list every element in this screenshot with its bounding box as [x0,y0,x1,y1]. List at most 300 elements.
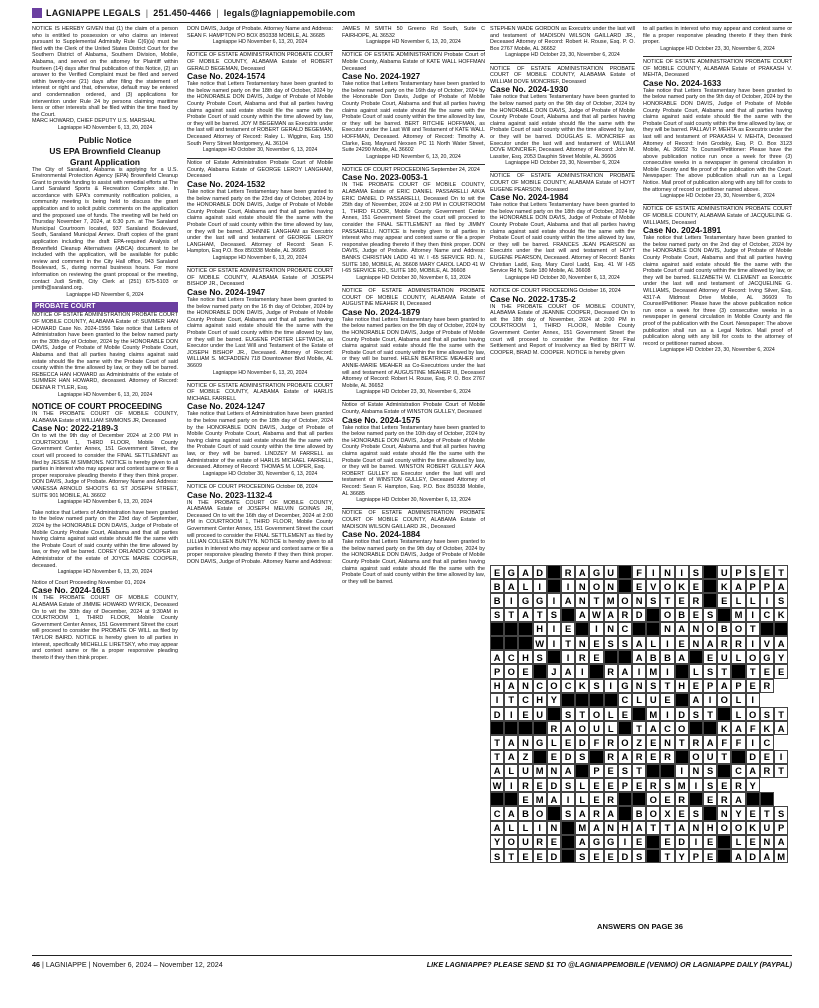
crossword-cell: O [703,622,717,636]
column-5 [643,26,792,561]
crossword-black-cell [675,664,689,678]
crossword-black-cell [547,579,561,593]
crossword-cell: O [660,579,674,593]
crossword-cell: T [589,593,603,607]
crossword-cell: I [703,693,717,707]
crossword-cell: E [518,849,532,863]
crossword-cell: T [646,821,660,835]
crossword-cell: S [589,679,603,693]
answers-note: ANSWERS ON PAGE 36 [597,922,683,931]
crossword-cell: F [589,735,603,749]
column-3 [342,26,485,951]
case-number: Case No. 2024-1879 [342,306,421,317]
crossword-cell: D [746,750,760,764]
crossword-cell: R [604,735,618,749]
notice-text: NOTICE OF ESTATE ADMINISTRATION PROBATE COURT OF MOBILE COUNTY, ALABAMA Estate of HARLIS MICHAEL FARRELL [187,382,333,402]
crossword-black-cell [490,792,504,806]
crossword-cell: S [660,778,674,792]
case-number: Case No. 2024-1984 [490,192,569,203]
crossword-cell: E [518,707,532,721]
notice-text: to all parties in interest who may appear and contest same or file a proper responsive pleading thereto if they then think proper. [643,26,792,46]
crossword-cell: E [604,778,618,792]
crossword-cell: O [589,579,603,593]
crossword-cell: M [646,707,660,721]
crossword-black-cell [632,622,646,636]
crossword-cell: E [746,679,760,693]
crossword-cell: T [504,608,518,622]
crossword-cell: E [660,792,674,806]
crossword-cell: O [746,707,760,721]
crossword-cell: N [717,806,731,820]
crossword-cell: R [589,806,603,820]
crossword-cell: N [547,764,561,778]
case-number: Case No. 2024-1891 [643,225,722,236]
notice-text: Take notice that Letters Testamentary have been granted to the below named party on the 23rd day of October, 2024 by the HONORABLE DON DAVIS, Judge of Probate of Mobile County Probate Court, Alabama and that all parties having claims against said estate should file the same with the Probate Court of said county within the time allowed by law, or they will be barred. JOHNNIE LANGHAM as Executrix under the last will and testament of GEORGE LEROY LANGHAM, Deceased. Attorney of Record: Sean F. Hampton, Esq P.O. Box 850338 Mobile, AL 36685 [187,189,333,255]
publication-dates: Lagniappe HD November 6, 13, 20, 2024 [212,39,308,46]
crossword-cell: E [689,608,703,622]
crossword-cell: A [675,622,689,636]
crossword-cell: E [589,792,603,806]
notice-text: NOTICE IS HEREBY GIVEN that (1) the claim of a person who is entitled to possession or who claims an interest pursuant to Supplemental Admiralty Rule C(6)(a) must be filed with the Clerk of the United States District Court for the Southern District of Alabama, Southern Division, Mobile, Alabama, and served on the attorney for Plaintiff within fourteen (14) days after final publication of this Notice, (2) an answer to the Verified Complaint must be filed and served within twenty-one (21) days after filing the statement of interest or right and that, otherwise, default may be entered and condemnation ordered, and (3) applications for intervention under Rule 24 by persons claiming maritime liens or other interests shall be filed within the time fixed by the Court. [32,26,178,118]
crossword-cell: I [575,664,589,678]
crossword-cell: P [703,679,717,693]
notice-text: NOTICE OF ESTATE ADMINISTRATION PROBATE COURT OF MOBILE COUNTY, ALABAMA Estate of HOYT EUGENE PEARSON, Deceased [490,173,635,193]
crossword-cell: E [547,750,561,764]
crossword-cell: A [547,792,561,806]
crossword-cell: C [561,679,575,693]
crossword-cell: D [547,849,561,863]
crossword-cell: I [561,792,575,806]
crossword-cell: A [675,650,689,664]
crossword-black-cell [646,764,660,778]
email-address[interactable]: legals@lagniappemobile.com [223,8,356,18]
crossword-cell: A [731,849,745,863]
crossword-cell: O [589,707,603,721]
notice-text: NOTICE OF ESTATE ADMINISTRATION PROBATE COURT OF MOBILE COUNTY, ALABAMA Estate of MADISON WILSON GAILLARD JR., Deceased [342,510,485,530]
crossword-cell: P [689,849,703,863]
crossword-cell: N [632,593,646,607]
crossword-black-cell [604,650,618,664]
crossword-cell: G [504,565,518,579]
crossword-black-cell [689,721,703,735]
crossword-cell: O [717,693,731,707]
crossword-cell: S [689,806,703,820]
crossword-cell: Z [518,750,532,764]
notice-text: Take notice that Letters Testamentary have been granted to the below named party on the 9th day of October, 2024 by the HONORABLE DON DAVIS, Judge of Probate of Mobile County Probate Court, Alabama and that all parties having claims against said estate should file the same with the Probate Court of said county within the time allowed by law, or they will be barred. PALLAVI P. MEHTA as Executrix under the last will and testament of PRAKASH V. MEHTA, Deceased Attorney of Record: Irvin Grodsky, Esq. P. O. Box 3123 Mobile, AL 36652 To Counsel/Petitioner: Please have the above publication notice run once a week for three (3) consecutive weeks in a newspaper in general circulation in Mobile County and file proof of the publication with the Court. Newspaper: The above publication shall run as a Legal Notice. Mail proof of publication along with any bill for costs to the attorney of record or petitioner named above. [643,87,792,193]
crossword-cell: A [618,664,632,678]
crossword-cell: A [490,764,504,778]
crossword-cell: T [504,693,518,707]
case-number: Case No. 2024-1574 [187,71,266,82]
crossword-cell: E [604,849,618,863]
crossword-cell: E [589,636,603,650]
crossword-cell: K [675,579,689,593]
notice-divider [342,285,485,286]
crossword-cell: T [703,707,717,721]
crossword-cell: S [533,650,547,664]
crossword-cell: T [760,806,774,820]
crossword-cell: O [746,650,760,664]
crossword-cell: H [533,693,547,707]
crossword-cell: Z [632,735,646,749]
crossword-cell: A [774,835,788,849]
crossword-cell: L [518,821,532,835]
notice-text: NOTICE OF ESTATE ADMINISTRATION PROBATE COURT OF MOBILE COUNTY, ALABAMA Estate of ROBERT GERALD BEGEMAN, Deceased [187,52,333,72]
crossword-cell: A [504,806,518,820]
crossword-black-cell [760,792,774,806]
crossword-black-cell [717,707,731,721]
notice-text: Take notice that Letters Testamentary have been granted to the below named party on the 18th day of October, 2024 by the HONORABLE DON DAVIS, Judge of Probate of Mobile County Probate Court, Alabama and that all parties having claims against said estate should file the same with the Probate Court of said county within the time allowed by law, or they will be barred. FRANCES JEAN PEARSON as Executrix under the last will and testament of HOYT EUGENE PEARSON, Deceased. Attorney of Record: Banks Christian Ladd, Esq. Mary Carol Ladd, Esq. 41 W I-65 Service Rd N, Suite 180 Mobile, AL 36608 [490,202,635,275]
crossword-cell: B [646,650,660,664]
crossword-black-cell [717,764,731,778]
crossword-black-cell [533,664,547,678]
crossword-cell: I [632,664,646,678]
crossword-cell: O [618,735,632,749]
notice-text: Notice of Court Proceeding November 01, 2024 [32,579,146,586]
crossword-cell: H [518,650,532,664]
crossword-black-cell [760,622,774,636]
crossword-cell: P [760,579,774,593]
crossword-cell: I [504,778,518,792]
case-number: Case No. 2024-1615 [32,585,111,596]
crossword-cell: D [561,750,575,764]
crossword-cell: A [604,608,618,622]
notice-divider [187,158,333,159]
publication-dates: Lagniappe HD October 30, November 6, 13, 2024 [356,497,471,504]
crossword-black-cell [547,806,561,820]
notice-text: Take notice that Letters Testamentary have been granted to the below named party on the 9th day of October, 2024 by the HONORABLE DON DAVIS, Judge of Probate of Mobile County Probate Court, Alabama and that all parties having claims against said estate should file the same with the Probate Court of said county within the time allowed by law, or they will be barred. DOUGLAS E. MONCRIEF as Executor under the last will and testament of WILLIAM DOVE MONCRIEF, Deceased. Attorney of Record: John M. Lassiter, Esq. 2053 Dauphin Street Mobile, AL 36606 [490,94,635,160]
crossword-black-cell [717,835,731,849]
crossword-cell: H [675,679,689,693]
crossword-cell: C [490,806,504,820]
notice-text: NOTICE OF ESTATE ADMINISTRATION PROBATE COURT OF MOBILE COUNTY, ALABAMA Estate of JOSEPH BISHOP JR., Deceased [187,268,333,288]
crossword-cell: E [703,835,717,849]
crossword-black-cell [646,849,660,863]
crossword-cell: N [632,679,646,693]
page-number: 46 [32,960,40,969]
crossword-cell: C [760,608,774,622]
crossword-cell: B [490,593,504,607]
crossword-cell: A [561,664,575,678]
crossword-cell: R [646,778,660,792]
crossword-black-cell [490,721,504,735]
crossword-cell: E [746,806,760,820]
crossword-cell: L [504,764,518,778]
crossword-black-cell [575,622,589,636]
crossword-cell: R [604,792,618,806]
crossword-cell: R [604,750,618,764]
crossword-cell: U [717,565,731,579]
crossword-black-cell [731,664,745,678]
notice-title: Public Notice [78,134,132,145]
crossword-black-cell [660,764,674,778]
crossword-cell: T [533,608,547,622]
crossword-cell: O [660,608,674,622]
notice-divider [490,171,635,172]
crossword-cell: U [533,707,547,721]
crossword-black-cell [504,636,518,650]
crossword-black-cell [646,835,660,849]
crossword-cell: S [604,636,618,650]
crossword-cell: E [632,579,646,593]
crossword-cell: R [561,565,575,579]
crossword-cell: T [490,735,504,749]
notice-divider [342,508,485,509]
crossword-cell: K [760,721,774,735]
notice-text: Notice of Estate Administration Probate Court of Mobile County, Alabama Estate of GEORGE LEROY LANGHAM, Deceased [187,160,333,180]
crossword-cell: S [703,608,717,622]
crossword-cell: O [504,664,518,678]
crossword-black-cell [731,750,745,764]
crossword-cell: G [604,835,618,849]
crossword-cell: E [660,835,674,849]
crossword-black-cell [561,821,575,835]
crossword-cell: C [760,735,774,749]
crossword-cell: M [774,849,788,863]
crossword-cell: T [504,849,518,863]
crossword-cell: G [618,679,632,693]
crossword-cell: A [518,608,532,622]
crossword-cell: E [589,778,603,792]
crossword-cell: O [689,750,703,764]
notice-text: On to wit the 9th day of December 2024 at 2:00 PM in COURTROOM 1, THIRD FLOOR, Mobile County Government Center Annex, 151 Government Street, the court will proceed to consider the FINAL SETTLEMENT as filed by JESSIE M SIMMONS. NOTICE is hereby given to all parties in interest who may appear and contest same or file a proper responsive pleading thereto if they then think proper. DON DAVIS, Judge of Probate. Attorney Name and Address: VANESSA ARNOLD SHOOTS 61 ST JOSEPH STREET, SUITE 901 MOBILE, AL 36602 [32,433,178,499]
crossword-black-cell [504,622,518,636]
crossword-cell: Y [490,835,504,849]
crossword-cell: R [660,750,674,764]
crossword-black-cell [518,721,532,735]
crossword-black-cell [746,792,760,806]
crossword-cell: A [731,792,745,806]
crossword-cell: S [774,806,788,820]
crossword-cell: T [717,750,731,764]
crossword-cell: P [589,764,603,778]
crossword-cell: C [518,693,532,707]
crossword-cell: I [533,579,547,593]
crossword-cell: I [746,636,760,650]
crossword-cell: A [490,650,504,664]
publication-dates: Lagniappe HD November 6, 13, 20, 2024 [212,369,308,376]
crossword-cell: L [604,707,618,721]
crossword-cell: R [518,778,532,792]
crossword-cell: S [618,636,632,650]
crossword-cell: O [731,622,745,636]
crossword-cell: V [760,636,774,650]
crossword-cell: S [561,707,575,721]
crossword-cell: A [575,835,589,849]
crossword-cell: R [575,650,589,664]
notice-text: NOTICE OF ESTATE ADMINISTRATION PROBATE COURT OF MOBILE COUNTY, ALABAMA Estate of: SUMMER HAN HOWARD Case No. 2024-1556 Take notice that Letters of Administration have been granted to the below named party on the 30th day of October, 2024 by the HONORABLE DON DAVIS, Judge of Probate of Mobile County Probate Court, Alabama and that all parties having claims against said estate should file the same with the Probate Court of said county within the time allowed by law, or they will be barred. REBECCA HAN HOWARD as Administratrix of the estate of SUMMER HAN HOWARD, deceased. Attorney of Record: DEENA R TYLER, Esq. [32,312,178,391]
crossword-cell: T [774,565,788,579]
crossword-cell: B [675,608,689,622]
notice-text: Take notice that Letters of Administration have been granted to the below named party on the 18th day of October, 2024 by the HONORABLE DON DAVIS, Judge of Probate of Mobile County Probate Court, Alabama and that all parties having claims against said estate should file the same with the Probate Court of said county within the time allowed by law, or they will be barred. LINDZEY M FARRELL as Administrator of the estate of HARLIS MICHAEL FARRELL, deceased. Attorney of Record: THOMAS M. LOPER, Esq. [187,411,333,471]
publication-dates: Lagniappe HD November 6, 13, 20, 2024 [366,39,461,46]
crossword-cell: I [675,565,689,579]
crossword-cell: O [575,721,589,735]
notice-divider [342,400,485,401]
notice-text: IN THE PROBATE COURT OF MOBILE COUNTY, ALABAMA Estate of JEANNIE COOPER, Deceased On to wit the 18th day of November, 2024 at 2:00 PM in COURTROOM 1, THIRD FLOOR, Mobile County Government Center Annex, 151 Government Street the court will proceed to consider the Petition for Final Settlement and Report of Insolvency as filed by BRITT W. COOPER, BRAD M. COOPER. NOTICE is hereby given [490,303,635,356]
notice-text: NOTICE OF ESTATE ADMINISTRATION PROBATE COURT OF MOBILE COUNTY, ALABAMA Estate of PRAKASH V. MEHTA, Deceased [643,58,792,79]
crossword-cell: N [604,622,618,636]
crossword-cell: E [604,764,618,778]
crossword-cell: M [731,608,745,622]
crossword-cell: Y [774,650,788,664]
notice-divider [187,481,333,482]
crossword-cell: E [618,707,632,721]
crossword-cell: A [703,735,717,749]
header-rule [32,22,792,23]
notice-text: STEPHEN WADE GORDON as Executrix under the last will and testament of MADISON WILSON GAILLARD JR., Deceased Attorney of Record: Robert H. Rouse, Esq. P. O. Box 2767 Mobile, AL 36652 [490,26,635,52]
crossword-cell: D [575,735,589,749]
crossword-cell: N [575,636,589,650]
crossword-cell: E [774,664,788,678]
crossword-cell: K [575,679,589,693]
crossword-cell: A [504,679,518,693]
crossword-cell: D [675,835,689,849]
crossword-cell: E [675,806,689,820]
crossword-cell: P [774,821,788,835]
crossword-cell: E [589,650,603,664]
notice-text: IN THE PROBATE COURT OF MOBILE COUNTY, ALABAMA Estate of ERIC DANIEL PASSARELLI A/K/A ERIC DANIEL D PASSARELLI, Deceased On to wit the 25th day of November, 2024 at 2:00 PM in COURTROOM 1, THIRD FLOOR, Mobile County Government Center Annex, 151 Government Street the court will proceed to consider the FINAL SETTLEMENT as filed by JIMMY PASSARELLI. NOTICE is hereby given to all parties in interest who may appear and contest same or file a proper responsive pleading thereto if they then think proper. DON DAVIS, Judge of Probate. Attorney Name and Address: BANKS CHRISTIAN LADD 41 W. I -65 SERVICE RD. N., SUITE 180, MOBILE, AL 36608 MARY CAROL LADD 41 W I-65 SERVICE RD., SUITE 180, MOBILE, AL 36608 [342,182,485,275]
case-number: Case No. 2024-1532 [187,179,266,190]
crossword-cell: T [575,707,589,721]
crossword-black-cell [717,608,731,622]
crossword-cell: I [561,650,575,664]
crossword-cell: E [589,849,603,863]
crossword-black-cell [632,792,646,806]
crossword-cell: D [675,707,689,721]
notice-text: IN THE PROBATE COURT OF MOBILE COUNTY, ALABAMA Estate of WILLIAM SIMMONS JR, Deceased [32,411,178,424]
crossword-cell: I [589,622,603,636]
case-number: Case No: 2022-2189-3 [32,423,119,434]
crossword-cell: A [689,693,703,707]
crossword-cell: S [632,849,646,863]
crossword-cell: H [533,622,547,636]
crossword-cell: E [717,593,731,607]
notice-text: Take notice that Letters Testamentary have been granted to the below named party on the 18th day of October, 2024 by the HONORABLE DON DAVIS, Judge of Probate of Mobile County Probate Court, Alabama and that all parties having claims against said estate should file the same with the Probate Court of said county within the time allowed by law, or they will be barred. JOY M BEGEMAN as Executrix under the last will and testament of ROBERT GERALD BEGEMAN, Deceased Attorney of Record: Raley L. Wiggins, Esq. 150 South Perry Street Montgomery, AL 36104 [187,81,333,147]
crossword-black-cell [589,664,603,678]
crossword-cell: G [589,565,603,579]
crossword-cell: A [504,735,518,749]
crossword-cell: L [731,835,745,849]
crossword-cell: A [774,721,788,735]
crossword-cell: N [575,593,589,607]
crossword-cell: P [731,565,745,579]
crossword-cell: A [746,764,760,778]
crossword-cell: E [518,664,532,678]
crossword-black-cell [547,650,561,664]
case-number: Case No. 2024-1930 [490,84,569,95]
crossword-cell: I [689,778,703,792]
crossword-black-cell [561,608,575,622]
crossword-cell: A [632,821,646,835]
notice-text: MARC HOWARD, CHIEF DEPUTY U.S. MARSHAL [32,118,156,125]
crossword-cell: O [646,806,660,820]
crossword-cell: I [760,593,774,607]
crossword-cell: I [561,579,575,593]
publication-dates: Lagniappe HD October 23, 30, November 6, 2024 [505,160,620,167]
crossword-cell: I [746,735,760,749]
crossword-cell: O [618,593,632,607]
case-number: Case No. 2023-0053-1 [342,172,428,183]
crossword-cell: K [746,821,760,835]
crossword-cell: Y [731,806,745,820]
publication-dates: Lagniappe HD October 30, November 6, 13, 2024 [202,147,318,154]
crossword-cell: B [518,806,532,820]
notice-text: NOTICE OF COURT PROCEEDING October 08, 2024 [187,484,318,490]
crossword-cell: D [533,565,547,579]
publication-dates: Lagniappe HD October 23, 30, November 6, 2024 [660,347,775,354]
crossword-cell: T [660,849,674,863]
crossword-cell: E [717,778,731,792]
notice-text: JAMES M SMITH 50 Greeno Rd South, Suite C FAIRHOPE, AL 36532 [342,26,485,39]
notice-text: Take notice that Letters Testamentary have been granted to the below named party on the 16th day of October, 2024 by the Honorable Don Davis, Judge of Probate of Mobile County Probate Court, Alabama and that all parties having claims against said estate should file the same with the Probate Court of said county within the time allowed by law, or they will be barred. BERT RITCHIE HOFFMAN, as Executor under the Last Will and Testament of KATE WALL HOFFMAN, Deceased. Attorney of Record: Timothy A. Clarke, Esq. Maynard Nexsen PC 11 North Water Street, Suite 24290 Mobile, AL 36602 [342,81,485,154]
crossword-cell: R [717,636,731,650]
promo-text: LIKE LAGNIAPPE? PLEASE SEND $1 TO @LAGNIAPPEMOBILE (VENMO) OR LAGNIAPPE DAILY (PAYPAL) [426,960,792,969]
crossword-cell: E [490,565,504,579]
crossword-cell: L [689,664,703,678]
crossword-cell: L [575,778,589,792]
crossword-cell: R [689,593,703,607]
crossword-cell: T [746,622,760,636]
crossword-cell: T [490,750,504,764]
crossword-cell: O [646,792,660,806]
crossword-cell: R [760,679,774,693]
crossword-black-cell [561,835,575,849]
crossword-cell: S [689,707,703,721]
crossword-cell: H [490,679,504,693]
crossword-cell: I [504,707,518,721]
notice-text: NOTICE OF COURT PROCEEDING October 16, 2024 [490,287,621,294]
notice-divider [490,63,635,64]
crossword-cell: W [490,778,504,792]
crossword-cell: B [490,579,504,593]
crossword-black-cell [675,750,689,764]
crossword-cell: A [774,636,788,650]
crossword-cell: M [575,821,589,835]
crossword-cell: Y [675,849,689,863]
crossword-cell: E [760,565,774,579]
notice-divider [187,50,333,51]
notice-text: Take notice that Letters Testamentary have been granted to the below named party on the 2nd day of October, 2024 by the HONORABLE DON DAVIS, Judge of Probate of Mobile County Probate Court, Alabama and that all parties having claims against said estate should file the same with the Probate Court of said county within the time allowed by law, or they will be barred. ELIZABETH W. CLEMENT as Executrix under the last will and testament of JACQUELINE G. WILLIAMS, Deceased Attorney of Record: Irving Silver, Esq. 4317-A Midmost Drive Mobile, AL 36609 To Counsel/Petitioner: Please have the above publication notice run once a week for three (3) consecutive weeks in a newspaper in general circulation in Mobile County and file proof of the publication with the Court. Newspaper: The above publication shall run as a Legal Notice. Mail proof of publication along with any bill for costs to the attorney of record or petitioner named above. [643,235,792,347]
notice-title: Grant Application [70,156,140,167]
crossword-cell: I [547,636,561,650]
section-banner: PROBATE COURT [32,302,178,312]
crossword-cell: R [717,792,731,806]
notice-text: Take notice that Letters Testamentary have been granted to the below named party on the 16 th day of October, 2024 by the HONORABLE DON DAVIS, Judge of Probate of Mobile County Probate Court, Alabama and that all parties having claims against said estate should file the same with the Probate Court of said county within the time allowed by law, or they will be barred. EUGENE PORTER LEFTWICH, as Executor under the Last Will and Testament of the Estate of JOSEPH BISHOP JR., Deceased. Attorney of Record: WILLIAM S. MCFADDEN 718 Downtowner Blvd Mobile, AL 36609 [187,296,333,369]
crossword-cell: D [490,707,504,721]
notice-divider [342,50,485,51]
notice-text: Take notice that Letters of Administration have been granted to the below named party on the 23rd day of September, 2024 by the HONORABLE DON DAVIS, Judge of Probate of Mobile County Probate Court, Alabama and that all parties having claims against said estate should file the same with the Probate Court of said county within the time allowed by law, or they will be barred. COREY ORLANDO COOPER as Administrator of the estate of JOYCE MARIE COOPER, deceased. [32,509,178,569]
section-marker-icon [32,8,42,18]
crossword-cell: E [561,735,575,749]
crossword-cell: L [646,636,660,650]
crossword-cell: N [547,821,561,835]
crossword-cell: B [717,622,731,636]
crossword-cell: E [533,778,547,792]
crossword-cell: G [533,593,547,607]
crossword-cell: R [533,835,547,849]
crossword-cell: L [731,650,745,664]
crossword-cell: T [746,664,760,678]
crossword-cell: I [604,679,618,693]
case-number: Case No. 2023-1132-4 [187,489,273,500]
crossword-black-cell [646,622,660,636]
crossword-cell: S [646,679,660,693]
crossword-cell: P [618,778,632,792]
crossword-black-cell [675,693,689,707]
crossword-cell: U [518,835,532,849]
crossword-cell: T [632,721,646,735]
